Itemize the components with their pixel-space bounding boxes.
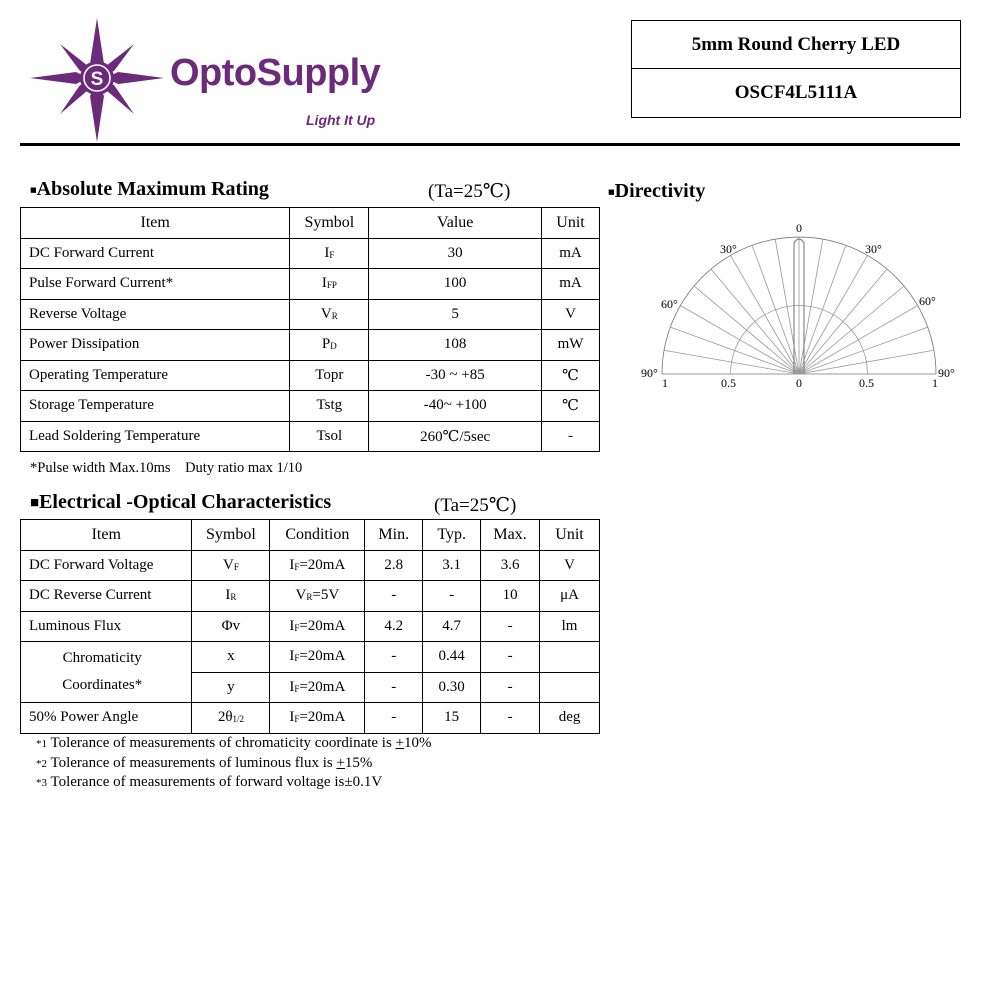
table-row: Chromaticity Coordinates* x $I_F=20mA$ - 0.44 - [21, 642, 600, 673]
angle-label-right-90: 90° [938, 366, 955, 380]
brand-name: OptoSupply [170, 52, 381, 94]
table-row: Storage Temperature Tstg -40~ +100 ℃ [21, 391, 600, 422]
axis-tick-label: 0.5 [721, 376, 736, 390]
axis-tick-label: 0 [796, 376, 802, 390]
amr-footnote: *Pulse width Max.10ms Duty ratio max 1/10 [30, 460, 303, 476]
angle-label-left-30: 30° [720, 242, 737, 256]
table-row: Reverse Voltage $V_R$ 5 V [21, 299, 600, 330]
amr-table [20, 207, 600, 452]
amr-header-row: Item Symbol Value Unit [21, 208, 600, 239]
table-row: Pulse Forward Current* $I_{FP}$ 100 mA [21, 269, 600, 300]
eoc-table [20, 519, 600, 734]
table-row: Luminous Flux Φv $I_F=20mA$ 4.2 4.7 - lm [21, 611, 600, 642]
tolerance-notes [36, 734, 432, 793]
chromaticity-label: Chromaticity Coordinates* [21, 642, 192, 703]
eoc-heading: ■Electrical -Optical Characteristics [30, 491, 332, 513]
brand-tagline: Light It Up [306, 112, 376, 128]
amr-heading: ■Absolute Maximum Rating [30, 178, 269, 200]
table-row: Lead Soldering Temperature Tsol 260℃/5sec - [21, 421, 600, 452]
product-title: 5mm Round Cherry LED [691, 33, 901, 55]
optosupply-logo-emblem [30, 18, 170, 142]
title-box [631, 20, 961, 118]
table-row: Operating Temperature Topr -30 ~ +85 ℃ [21, 360, 600, 391]
bullet-icon: ■ [608, 186, 615, 199]
axis-tick-label: 0.5 [859, 376, 874, 390]
axis-tick-label: 1 [932, 376, 938, 390]
tolerance-note: *3 Tolerance of measurements of forward voltage is±0.1V [36, 774, 383, 790]
angle-label-right-60: 60° [919, 294, 936, 308]
directivity-polar-diagram [630, 215, 970, 395]
table-row: DC Forward Voltage $V_F$ $I_F=20mA$ 2.8 3.1 3.6 V [21, 550, 600, 581]
eoc-condition: (Ta=25℃) [434, 495, 517, 516]
svg-text:S: S [90, 69, 104, 90]
bullet-icon: ■ [30, 495, 40, 511]
angle-label-left-60: 60° [661, 297, 678, 311]
part-number: OSCF4L5111A [632, 68, 960, 117]
angle-label-0: 0 [796, 221, 802, 235]
angle-label-left-90: 90° [641, 366, 658, 380]
bullet-icon: ■ [30, 184, 37, 197]
eoc-header-row: Item Symbol Condition Min. Typ. Max. Unit [21, 520, 600, 551]
table-row: 50% Power Angle $2\theta_{1/2}$ $I_F=20mA$ - 15 - deg [21, 703, 600, 734]
table-row: DC Forward Current $I_F$ 30 mA [21, 238, 600, 269]
table-row: y $I_F=20mA$ - 0.30 - [21, 672, 600, 703]
amr-condition: (Ta=25℃) [428, 181, 511, 202]
table-row: DC Reverse Current $I_R$ $V_R=5V$ - - 10 μA [21, 581, 600, 612]
axis-tick-label: 1 [662, 376, 668, 390]
table-row: Power Dissipation $P_D$ 108 mW [21, 330, 600, 361]
tolerance-note: *2 Tolerance of measurements of luminous flux is +15% [36, 754, 373, 771]
angle-label-right-30: 30° [865, 242, 882, 256]
header-divider [20, 143, 960, 146]
directivity-heading: ■Directivity [608, 180, 706, 202]
tolerance-note: *1 Tolerance of measurements of chromaticity coordinate is +10% [36, 735, 432, 751]
